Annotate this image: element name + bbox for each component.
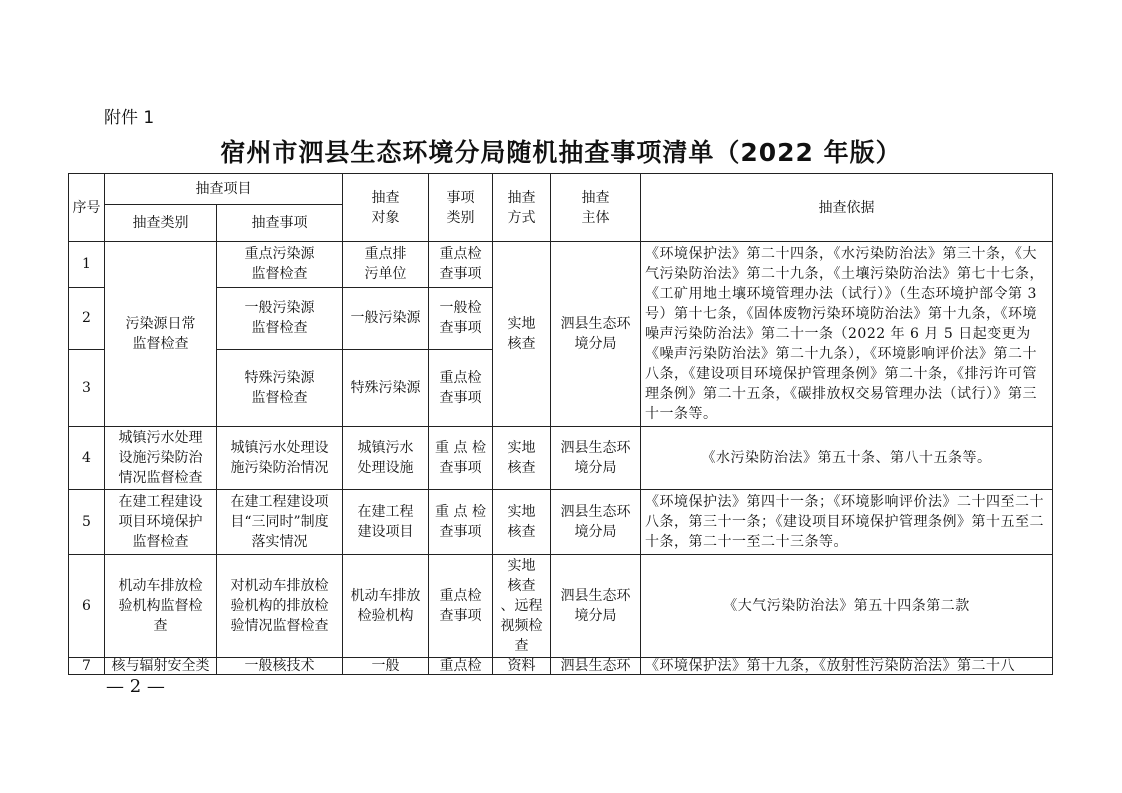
row-seq: 4: [69, 427, 105, 490]
row-seq: 2: [69, 287, 105, 349]
row-matter: 特殊污染源 监督检查: [217, 349, 343, 426]
row-matter-type: 一般检 查事项: [429, 287, 493, 349]
header-matter: 抽查事项: [217, 205, 343, 242]
row-category: 城镇污水处理 设施污染防治 情况监督检查: [105, 427, 217, 490]
row-object: 在建工程 建设项目: [343, 490, 429, 555]
row-seq: 3: [69, 349, 105, 426]
header-basis: 抽查依据: [641, 174, 1053, 242]
row-matter-type: 重点检 查事项: [429, 555, 493, 658]
row-object: 一般污染源: [343, 287, 429, 349]
row-basis: 《大气污染防治法》第五十四条第二款: [641, 555, 1053, 658]
row-matter: 一般核技术: [217, 658, 343, 675]
row-category: 核与辐射安全类: [105, 658, 217, 675]
row-basis: 《水污染防治法》第五十条、第八十五条等。: [641, 427, 1053, 490]
row-method: 实地 核查: [493, 242, 551, 427]
row-subject: 泗县生态环 境分局: [551, 555, 641, 658]
row-basis: 《环境保护法》第四十一条；《环境影响评价法》二十四至二十八条，第三十一条；《建设项目环境保护管理条例》第十五至二十条，第二十一至二十三条等。: [641, 490, 1053, 555]
header-check-item: 抽查项目: [105, 174, 343, 205]
row-seq: 6: [69, 555, 105, 658]
row-seq: 7: [69, 658, 105, 675]
row-matter-type: 重点检 查事项: [429, 242, 493, 288]
row-object: 重点排 污单位: [343, 242, 429, 288]
header-matter-type: 事项 类别: [429, 174, 493, 242]
row-matter-type: 重点检 查事项: [429, 349, 493, 426]
row-subject: 泗县生态环 境分局: [551, 490, 641, 555]
row-matter-type: 重 点 检 查事项: [429, 490, 493, 555]
row-seq: 1: [69, 242, 105, 288]
header-seq: 序号: [69, 174, 105, 242]
row-object: 城镇污水 处理设施: [343, 427, 429, 490]
header-subject: 抽查 主体: [551, 174, 641, 242]
row-object: 机动车排放 检验机构: [343, 555, 429, 658]
row-method: 实地 核查: [493, 427, 551, 490]
row-matter: 重点污染源 监督检查: [217, 242, 343, 288]
row-matter: 在建工程建设项 目“三同时”制度 落实情况: [217, 490, 343, 555]
row-subject: 泗县生态环: [551, 658, 641, 675]
row-object: 特殊污染源: [343, 349, 429, 426]
row-object: 一般: [343, 658, 429, 675]
header-category: 抽查类别: [105, 205, 217, 242]
row-matter: 对机动车排放检 验机构的排放检 验情况监督检查: [217, 555, 343, 658]
page-number: — 2 —: [106, 676, 165, 697]
header-object: 抽查 对象: [343, 174, 429, 242]
row-matter: 一般污染源 监督检查: [217, 287, 343, 349]
row-matter: 城镇污水处理设 施污染防治情况: [217, 427, 343, 490]
row-category: 污染源日常 监督检查: [105, 242, 217, 427]
document-title: 宿州市泗县生态环境分局随机抽查事项清单（2022 年版）: [220, 138, 902, 167]
row-seq: 5: [69, 490, 105, 555]
row-matter-type: 重 点 检 查事项: [429, 427, 493, 490]
row-method: 实地 核查: [493, 490, 551, 555]
inspection-table: [68, 173, 1053, 675]
row-subject: 泗县生态环 境分局: [551, 427, 641, 490]
row-category: 机动车排放检 验机构监督检 查: [105, 555, 217, 658]
row-method: 实地 核查 、远程 视频检 查: [493, 555, 551, 658]
row-category: 在建工程建设 项目环境保护 监督检查: [105, 490, 217, 555]
row-matter-type: 重点检: [429, 658, 493, 675]
row-basis: 《环境保护法》第十九条，《放射性污染防治法》第二十八: [641, 658, 1053, 675]
header-method: 抽查 方式: [493, 174, 551, 242]
attachment-label: 附件 1: [104, 108, 155, 128]
row-method: 资料: [493, 658, 551, 675]
row-basis: 《环境保护法》第二十四条，《水污染防治法》第三十条，《大气污染防治法》第二十九条，《土壤污染防治法》第七十七条，《工矿用地土壤环境管理办法（试行）》（生态环境护部令第 3 号）第十七条，《固体废物污染环境防治法》第十九条，《环境噪声污染防治法》第二十一条（2022 年 6 月 5 日起变更为《噪声污染防治法》第二十九条），《环境影响评价法》第二十八条，《建设项目环境保护管理条例》第二十条，《排污许可管理条例》第二十五条，《碳排放权交易管理办法（试行）》第三十一条等。: [641, 242, 1053, 427]
row-subject: 泗县生态环 境分局: [551, 242, 641, 427]
